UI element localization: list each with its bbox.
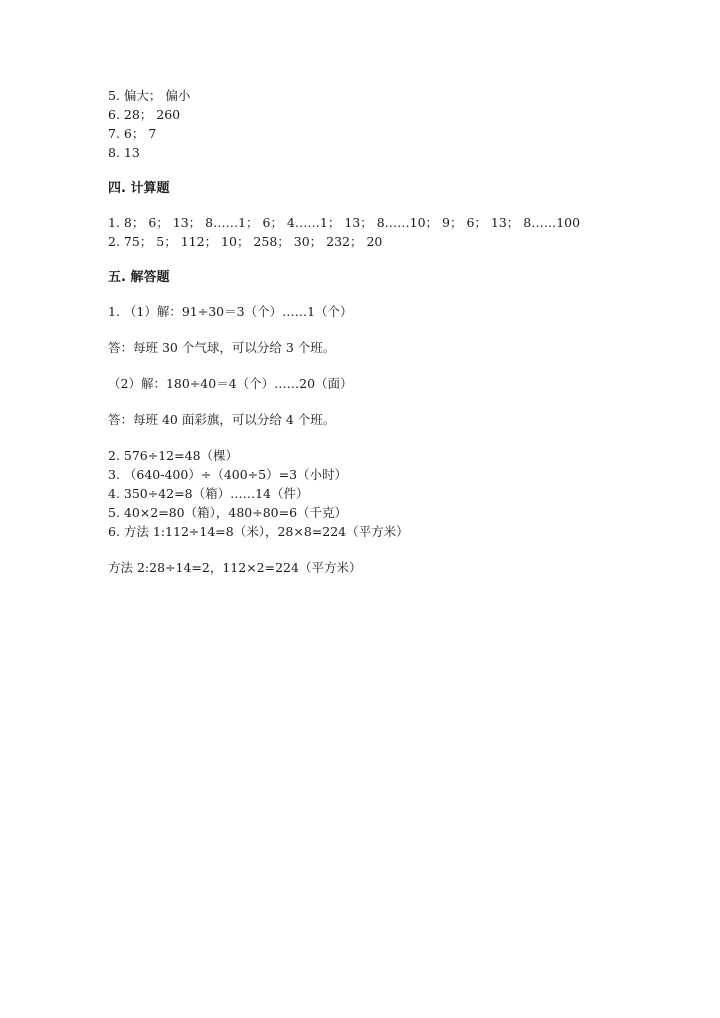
section-5-answers [108, 446, 668, 541]
calc-answer-line-2: 2. 75； 5； 112； 10； 258； 30； 232； 20 [108, 234, 383, 249]
word-problem-answer-3: 3. （640-400）÷（400÷5）=3（小时） [108, 467, 348, 482]
q1-part2-answer: 答：每班 40 面彩旗，可以分给 4 个班。 [108, 412, 336, 427]
answer-line-8: 8. 13 [108, 145, 140, 160]
word-problem-answer-2: 2. 576÷12=48（棵） [108, 448, 239, 463]
answer-page [108, 86, 668, 577]
calc-answer-line-1: 1. 8； 6； 13； 8……1； 6； 4……1； 13； 8……10； 9； 6； 13； 8……100 [108, 215, 581, 230]
q1-part1-solution: 1. （1）解：91÷30＝3（个）……1（个） [108, 304, 353, 319]
section-5-heading: 五. 解答题 [108, 270, 170, 285]
word-problem-answer-5: 5. 40×2=80（箱），480÷80=6（千克） [108, 505, 348, 520]
answer-line-5: 5. 偏大； 偏小 [108, 88, 191, 103]
q6-method-2: 方法 2:28÷14=2，112×2=224（平方米） [108, 560, 362, 575]
word-problem-answer-6: 6. 方法 1:112÷14=8（米），28×8=224（平方米） [108, 524, 409, 539]
section-4-answers [108, 213, 668, 251]
q1-part1-answer: 答：每班 30 个气球，可以分给 3 个班。 [108, 340, 336, 355]
word-problem-answer-4: 4. 350÷42=8（箱）……14（件） [108, 486, 309, 501]
section-3-answers [108, 86, 668, 162]
answer-line-7: 7. 6； 7 [108, 126, 157, 141]
q1-part2-solution: （2）解：180÷40＝4（个）……20（面） [108, 376, 353, 391]
section-4-heading: 四. 计算题 [108, 181, 170, 196]
answer-line-6: 6. 28； 260 [108, 107, 181, 122]
